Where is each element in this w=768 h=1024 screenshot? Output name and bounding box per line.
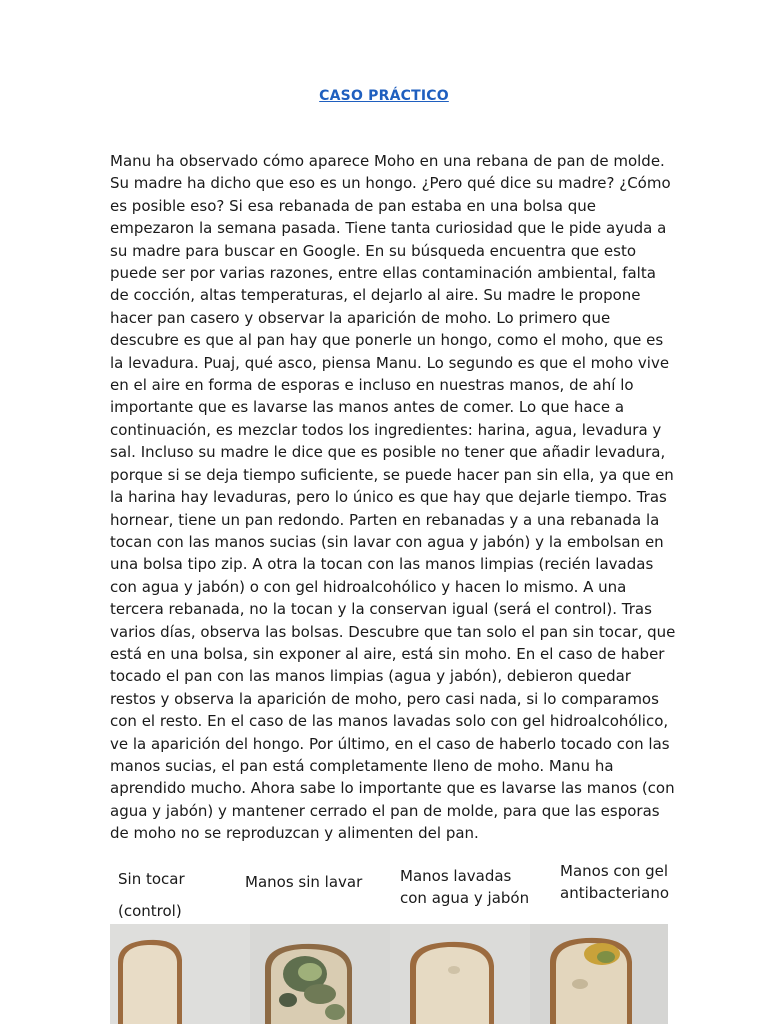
body-line: en el aire en forma de esporas e incluso en nuestras manos, de ahí lo <box>110 376 634 395</box>
bread-experiment-photo <box>110 924 668 1024</box>
body-paragraph <box>110 150 676 845</box>
body-line: aprendido mucho. Ahora sabe lo importante que es lavarse las manos (con <box>110 779 675 798</box>
bread-slice-gel <box>550 938 632 1024</box>
caption-washed-line2: con agua y jabón <box>400 889 530 907</box>
body-line: hacer pan casero y observar la aparición de moho. Lo primero que <box>110 308 611 327</box>
body-line: con el resto. En el caso de las manos lavadas solo con gel hidroalcohólico, <box>110 712 669 731</box>
body-line: Manu ha observado cómo aparece Moho en una rebana de pan de molde. <box>110 152 665 170</box>
caption-washed <box>400 865 529 909</box>
body-line: es posible eso? Si esa rebanada de pan estaba en una bolsa que <box>110 196 597 215</box>
body-line: tocado el pan con las manos limpias (agua y jabón), debieron quedar <box>110 667 631 686</box>
body-line: está en una bolsa, sin exponer al aire, está sin moho. En el caso de haber <box>110 644 665 663</box>
body-line: su madre para buscar en Google. En su búsqueda encuentra que esto <box>110 241 637 260</box>
caption-gel-line1: Manos con gel <box>560 862 669 880</box>
caption-gel-line2: antibacteriano <box>560 884 670 902</box>
bread-slice-control <box>118 940 182 1024</box>
body-line: tercera rebanada, no la tocan y la conservan igual (será el control). Tras <box>110 600 652 619</box>
body-line: de moho no se reproduzcan y alimenten del pan. <box>110 824 479 843</box>
body-line: hornear, tiene un pan redondo. Parten en rebanadas y a una rebanada la <box>110 510 660 529</box>
caption-washed-line1: Manos lavadas <box>400 867 512 885</box>
body-line: varios días, observa las bolsas. Descubre que tan solo el pan sin tocar, que <box>110 622 676 641</box>
body-line: una bolsa tipo zip. A otra la tocan con las manos limpias (recién lavadas <box>110 555 654 574</box>
body-line: agua y jabón) y mantener cerrado el pan de molde, para que las esporas <box>110 801 660 820</box>
caption-control-line2: (control) <box>118 902 182 920</box>
body-line: manos sucias, el pan está completamente lleno de moho. Manu ha <box>110 756 614 775</box>
body-line: porque si se deja tiempo suficiente, se puede hacer pan sin ella, ya que en <box>110 465 674 484</box>
caption-unwashed: Manos sin lavar <box>245 873 363 891</box>
bread-slice-washed <box>410 942 494 1024</box>
body-line: de cocción, altas temperaturas, el dejarlo al aire. Su madre le propone <box>110 286 641 305</box>
body-line: tocan con las manos sucias (sin lavar con agua y jabón) y la embolsan en <box>110 532 664 551</box>
caption-control-line1: Sin tocar <box>118 870 185 888</box>
body-line: continuación, es mezclar todos los ingredientes: harina, agua, levadura y <box>110 420 662 439</box>
body-line: la levadura. Puaj, qué asco, piensa Manu. Lo segundo es que el moho vive <box>110 353 670 372</box>
body-line: sal. Incluso su madre le dice que es posible no tener que añadir levadura, <box>110 443 666 462</box>
bread-slice-unwashed <box>265 944 352 1024</box>
body-line: ve la aparición del hongo. Por último, en el caso de haberlo tocado con las <box>110 734 670 753</box>
body-line: con agua y jabón) o con gel hidroalcohólico y hacen lo mismo. A una <box>110 577 627 596</box>
body-line: Su madre ha dicho que eso es un hongo. ¿Pero qué dice su madre? ¿Cómo <box>110 174 671 193</box>
caption-gel <box>560 860 669 904</box>
body-line: la harina hay levaduras, pero lo único es que hay que dejarle tiempo. Tras <box>110 488 667 507</box>
body-line: descubre es que al pan hay que ponerle un hongo, como el moho, que es <box>110 331 664 350</box>
page-title: CASO PRÁCTICO <box>319 88 449 104</box>
body-line: importante que es lavarse las manos antes de comer. Lo que hace a <box>110 398 625 417</box>
body-line: restos y observa la aparición de moho, pero casi nada, si lo comparamos <box>110 689 659 708</box>
body-line: puede ser por varias razones, entre ellas contaminación ambiental, falta <box>110 264 656 283</box>
body-line: empezaron la semana pasada. Tiene tanta curiosidad que le pide ayuda a <box>110 219 667 238</box>
